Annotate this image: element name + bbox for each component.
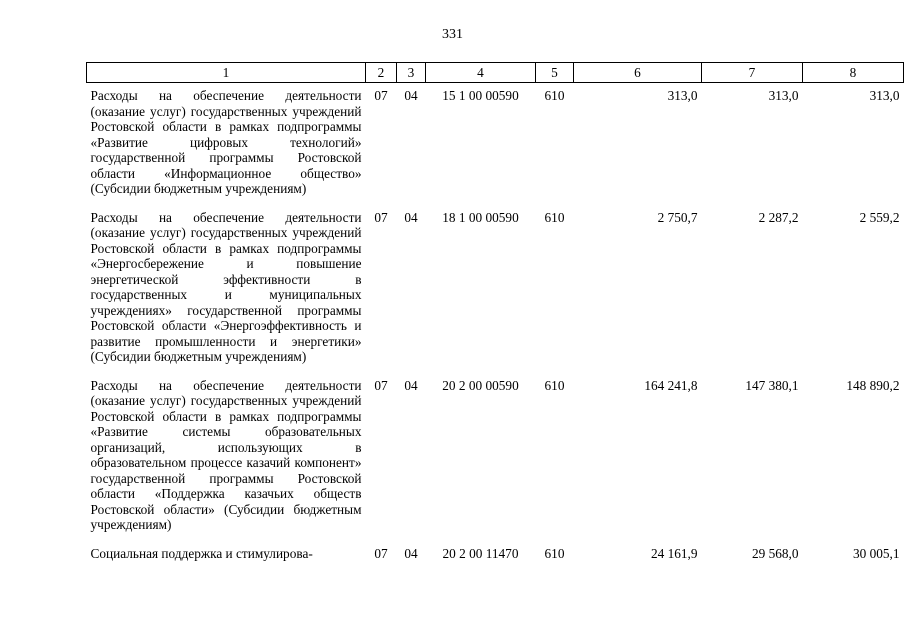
column-header-2: 2 <box>366 63 397 83</box>
page-number: 331 <box>442 27 463 42</box>
column-header-5: 5 <box>536 63 574 83</box>
column-header-3: 3 <box>397 63 426 83</box>
row-amount-year-3: 148 890,2 <box>846 377 900 393</box>
row-amount-year-3: 313,0 <box>869 88 900 103</box>
row-expense-type: 610 <box>544 209 565 225</box>
row-amount-year-1: 313,0 <box>667 88 698 103</box>
row-section-code: 07 <box>374 88 388 103</box>
row-subsection-code: 04 <box>404 88 418 103</box>
row-target-article: 15 1 00 00590 <box>442 88 519 103</box>
row-amount-year-2: 147 380,1 <box>745 377 799 393</box>
table-row <box>87 205 904 373</box>
row-description: Расходы на обеспечение деятельности (оказание услуг) государственных учреждений Ростовской области в рамках подпрограммы «Развитие системы образовательных организаций, использующих в образовательном процессе казачий компонент» государственной программы Ростовской области «Поддержка казачьих обществ Ростовской области» (Субсидии бюджетным учреждениям) <box>90 377 362 532</box>
row-amount-year-3: 2 559,2 <box>859 209 900 225</box>
row-amount-year-2: 313,0 <box>768 88 799 103</box>
table-row <box>87 373 904 541</box>
row-amount-year-2: 29 568,0 <box>751 545 799 561</box>
row-amount-year-1: 164 241,8 <box>644 377 698 393</box>
row-expense-type: 610 <box>544 88 565 103</box>
row-expense-type: 610 <box>544 545 565 561</box>
table-row <box>87 541 904 570</box>
row-amount-year-3: 30 005,1 <box>852 545 900 561</box>
row-expense-type: 610 <box>544 377 565 393</box>
row-amount-year-1: 2 750,7 <box>657 209 698 225</box>
column-header-8: 8 <box>803 63 904 83</box>
row-section-code: 07 <box>374 545 388 561</box>
row-subsection-code: 04 <box>404 545 418 561</box>
row-target-article: 20 2 00 00590 <box>442 377 519 393</box>
row-target-article: 20 2 00 11470 <box>442 545 519 561</box>
column-header-6: 6 <box>574 63 702 83</box>
budget-table <box>86 62 904 569</box>
column-header-7: 7 <box>702 63 803 83</box>
column-header-1: 1 <box>87 63 366 83</box>
column-header-4: 4 <box>426 63 536 83</box>
table-row <box>87 83 904 205</box>
row-description: Расходы на обеспечение деятельности (оказание услуг) государственных учреждений Ростовской области в рамках подпрограммы «Энергосбережение и повышение энергетической эффективности в государственных и муниципальных учреждениях» государственной программы Ростовской области «Энергоэффективность и развитие промышленности и энергетики» (Субсидии бюджетным учреждениям) <box>90 209 362 364</box>
row-amount-year-1: 24 161,9 <box>650 545 698 561</box>
row-subsection-code: 04 <box>404 209 418 225</box>
row-section-code: 07 <box>374 377 388 393</box>
row-description: Социальная поддержка и стимулирова- <box>90 545 313 561</box>
row-section-code: 07 <box>374 209 388 225</box>
row-subsection-code: 04 <box>404 377 418 393</box>
row-description: Расходы на обеспечение деятельности (оказание услуг) государственных учреждений Ростовской области в рамках подпрограммы «Развитие цифровых технологий» государственной программы Ростовской области «Информационное общество» (Субсидии бюджетным учреждениям) <box>90 88 362 196</box>
row-target-article: 18 1 00 00590 <box>442 209 519 225</box>
table-header-row <box>87 63 904 83</box>
row-amount-year-2: 2 287,2 <box>758 209 799 225</box>
